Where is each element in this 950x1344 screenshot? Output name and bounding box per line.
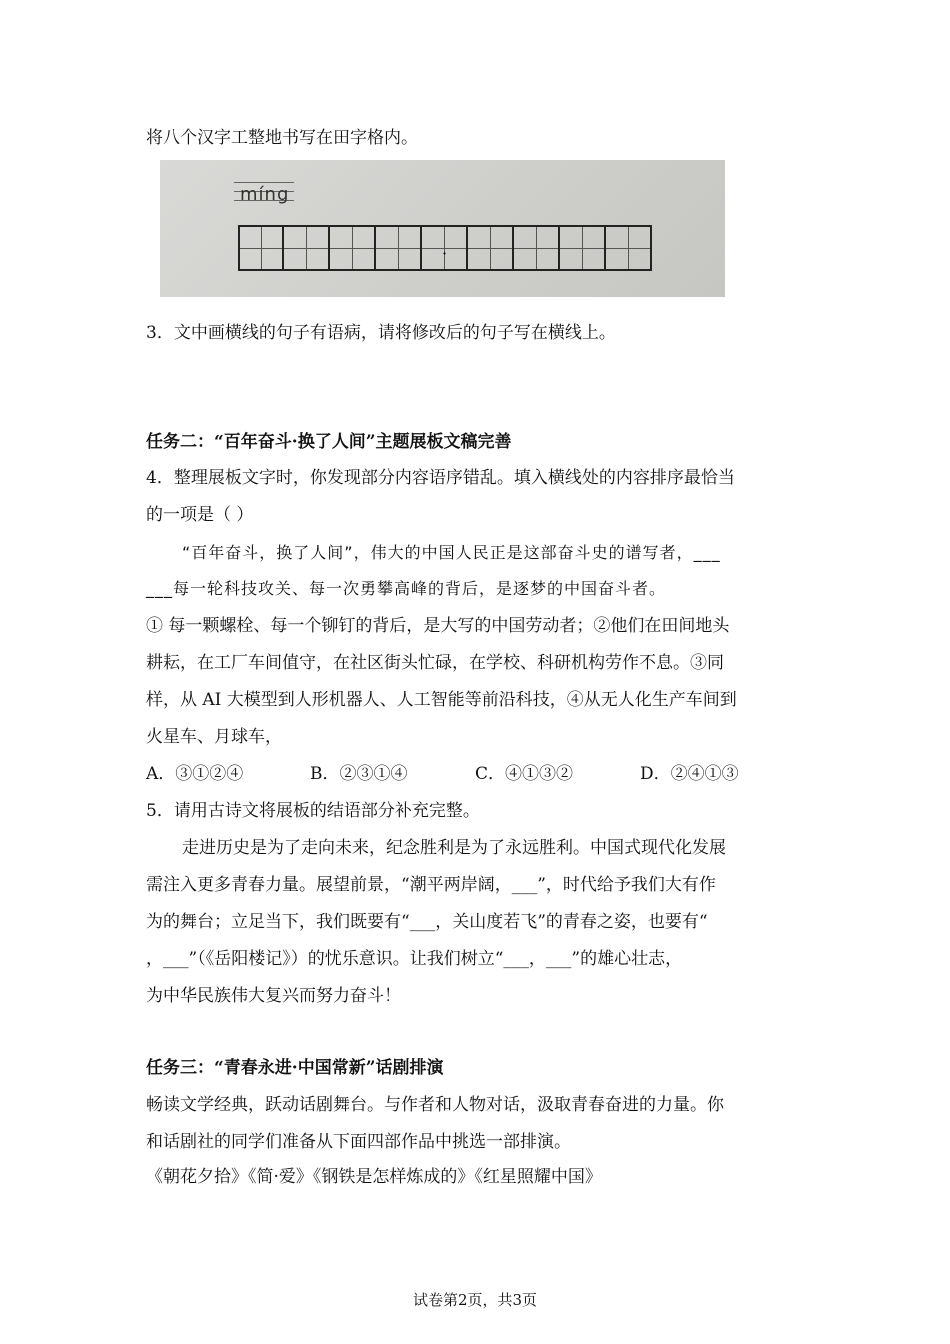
grid-cell [514,225,560,271]
grid-cell [284,225,330,271]
option-c: C．④①③② [475,764,574,784]
grid-cell [376,225,422,271]
q5-line-1: 走进历史是为了走向未来，纪念胜利是为了永远胜利。中国式现代化发展 [182,838,726,858]
grid-cell [468,225,514,271]
option-b: B．②③①④ [310,764,408,784]
question-3: 3．文中画横线的句子有语病，请将修改后的句子写在横线上。 [146,323,616,343]
task3-title: 任务三：“青春永进·中国常新”话剧排演 [146,1058,444,1078]
q5-line-5: 为中华民族伟大复兴而努力奋斗！ [146,986,401,1006]
grid-cell [330,225,376,271]
question-5: 5．请用古诗文将展板的结语部分补充完整。 [146,801,480,821]
sentences-line-3: 样，从 AI 大模型到人形机器人、人工智能等前沿科技，④从无人化生产车间到 [146,690,737,710]
q4-line-1: 4．整理展板文字时，你发现部分内容语序错乱。填入横线处的内容排序最恰当 [146,468,735,488]
grid-cell [560,225,606,271]
sentences-line-1: ① 每一颗螺栓、每一个铆钉的背后，是大写的中国劳动者；②他们在田间地头 [146,616,730,636]
passage-line-1: “百年奋斗，换了人间”，伟大的中国人民正是这部奋斗史的谱写者，___ [182,543,721,562]
passage-line-2: ___每一轮科技攻关、每一次勇攀高峰的背后，是逐梦的中国奋斗者。 [146,579,667,598]
grid-cell [422,225,468,271]
task2-title: 任务二：“百年奋斗·换了人间”主题展板文稿完善 [146,432,512,452]
page-footer: 试卷第2页，共3页 [412,1291,538,1309]
book-list: 《朝花夕拾》《简·爱》《钢铁是怎样炼成的》《红星照耀中国》 [146,1167,602,1187]
tianzige-grid [238,225,652,271]
q5-line-3: 为的舞台；立足当下，我们既要有“___，关山度若飞”的青春之姿，也要有“ [146,912,708,932]
instruction-text: 将八个汉字工整地书写在田字格内。 [146,128,418,148]
grid-cell [606,225,652,271]
tianzige-photo [160,160,725,297]
sentences-line-4: 火星车、月球车， [146,727,282,747]
option-d: D．②④①③ [640,764,739,784]
task3-line-2: 和话剧社的同学们准备从下面四部作品中挑选一部排演。 [146,1132,571,1152]
option-a: A．③①②④ [146,764,244,784]
sentences-line-2: 耕耘，在工厂车间值守，在社区街头忙碌，在学校、科研机构劳作不息。③同 [146,653,724,673]
center-dot: · [442,244,448,263]
task3-line-1: 畅读文学经典，跃动话剧舞台。与作者和人物对话，汲取青春奋进的力量。你 [146,1095,724,1115]
q4-line-2: 的一项是（ ） [146,505,254,525]
pinyin-label: míng [240,184,290,205]
q5-line-4: ，___”（《岳阳楼记》）的忧乐意识。让我们树立“___，___”的雄心壮志， [146,949,683,969]
grid-cell [238,225,284,271]
q5-line-2: 需注入更多青春力量。展望前景，“潮平两岸阔，___”，时代给予我们大有作 [146,875,716,895]
